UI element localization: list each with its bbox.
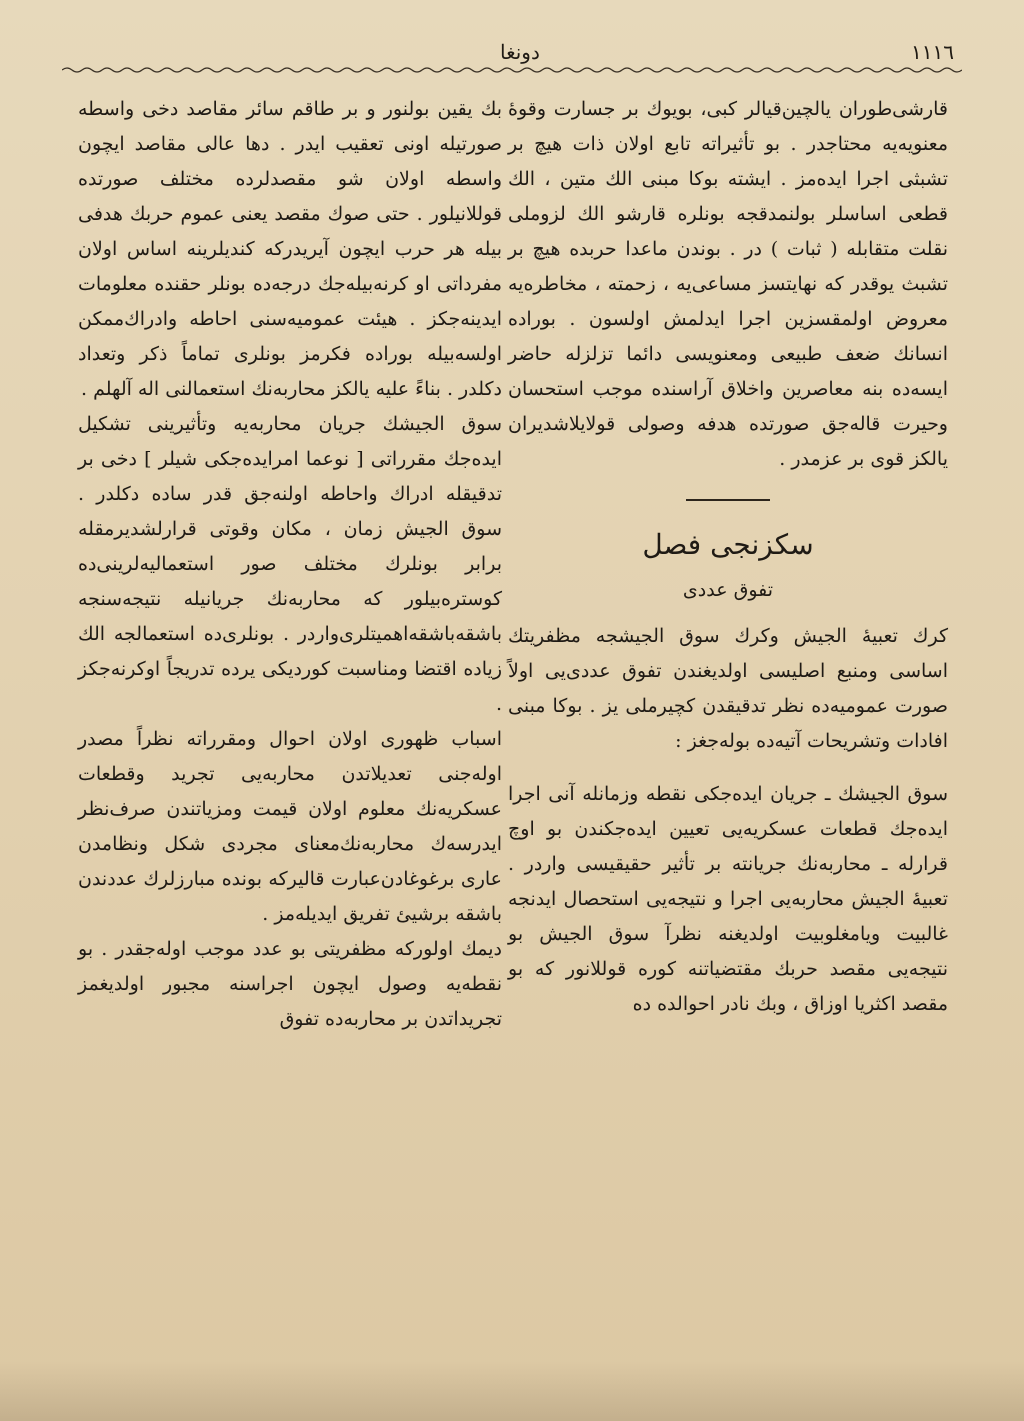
section-divider [686, 499, 770, 501]
page-header [70, 40, 954, 66]
right-paragraph-3: سوق الجیشك ـ جریان ایده‌جكی نقطه وزمانله آنی اجرا ایده‌جك قطعات عسكریه‌یی تعیین ایده‌جكندن بو اوچ قرارله ـ محاربه‌نك جریانته بر تأثیر حقیقیسی واردر . تعبیهٔ الجیش محاربه‌یی اجرا و نتیجه‌یی استحصال ایدنجه غالبیت ویامغلوبیت اولدیغنه نظرآ سوق الجیش بو نتیجه‌یی مقصد حربك مقتضیاتنه كوره قوللانور كه بو مقصد اكثریا اوزاق ، وبك نادر احوالده ده [508, 783, 948, 1015]
left-paragraph-3: اسباب ظهوری اولان احوال ومقرراته نظراً مصدر اوله‌جنی تعدیلاتدن محاربه‌یی تجرید وقطعات عسكریه‌نك معلوم اولان قیمت ومزیاتندن صرف‌نظر ایدرسه‌ك محاربه‌نك‌معنای مجردی شكل ونظامدن عاری برغوغادن‌عبارت قالیركه بونده مبارزلرك عددندن باشقه برشیئ تفریق ایدیله‌مز . [78, 728, 502, 925]
left-column [78, 92, 502, 1037]
left-paragraph-2: سوق الجیشك جریان محاربه‌یه وتأثیرینی تشكیل ایده‌جك مقرراتی [ نوعما امرایده‌جكی شیلر ] دخی بر تدقیقله ادراك واحاطه اولنه‌جق قدر ساده دكلدر . سوق الجیش زمان ، مكان وقوتی قرارلشدیرمقله برابر بونلرك مختلف صور استعمالیه‌لرینی‌ده كوستره‌بیلور كه محاربه‌نك جریانیله نتیجه‌سنجه باشقه‌باشقه‌اهمیتلری‌واردر . بونلری‌ده استعمالجه الك زیاده اقتضا ومناسبت كوردیكی یرده تدریجاً اوكرنه‌جكز . [78, 413, 502, 715]
page-number: ١١١٦ [911, 40, 954, 64]
wavy-rule-icon [62, 66, 962, 74]
chapter-title: سكزنجی فصل [642, 528, 814, 561]
right-column [508, 92, 948, 1022]
left-paragraph-4: دیمك اولوركه مظفریتی بو عدد موجب اوله‌جقدر . بو نقطه‌یه وصول ایچون اجراسنه مجبور اولدیغمز تجریداتدن بر محاربه‌ده تفوق [78, 938, 502, 1030]
running-title: دونغا [500, 40, 540, 64]
right-paragraph-1: قارشی‌طوران یالچین‌قیالر كبی، بویوك بر جسارت وقوهٔ معنویه‌یه محتاجدر . بو تأثیراته تابع اولان ذات هیچ بر تشبثی اجرا ایده‌مز . ایشته بوكا مبنی الك متین ، الك قطعی اساسلر بولنمدقجه بونلره قارشو الك لزوملی نقلت متقابله ( ثبات ) در . بوندن ماعدا حربده هیچ بر تشبث یوقدر كه نهایتسز مساعی‌یه ، زحمته ، مخاطره‌یه معروض اولمقسزین اجرا ایدلمش اولسون . بوراده انسانك ضعف طبیعی ومعنویسی دائما تزلزله حاضر ایسه‌ده بنه معاصرین واخلاق آراسنده موجب استحسان وحیرت قاله‌جق صورتده هدفه وصولی قولایلاشدیران یالكز قوی بر عزمدر . [508, 98, 948, 470]
left-paragraph-1: بك یقین بولنور و بر طاقم سائر مقاصد دخی واسطه صورتیله اونی تعقیب ایدر . دها عالی مقاصد ایچون واسطه اولان شو مقصدلرده مختلف صورتده قوللانیلور . حتی صوك مقصد یعنی عموم حربك هدفی بیله هر حرب ایچون آیریدركه كندیلرینه اساس اولان مفرداتی او كرنه‌بیله‌جك درجه‌ده بونلر حقنده معلومات ایدینه‌جكز . هیئت عمومیه‌سنی احاطه وادراك‌ممكن اولسه‌بیله بوراده فكرمز بونلری تماماً ذكر وتعداد دكلدر . بناءً علیه یالكز محاربه‌نك استعمالنی اله آلهلم . [78, 98, 502, 400]
right-paragraph-2: كرك تعبیهٔ الجیش وكرك سوق الجیشجه مظفریتك اساسی ومنبع اصلیسی اولدیغندن تفوق عددی‌یی اولاً صورت عمومیه‌ده نظر تدقیقدن كچیرملی یز . بوكا مبنی افادات وتشریحات آتیه‌ده بوله‌جغز : [508, 625, 948, 752]
chapter-subtitle: تفوق عددی [682, 579, 774, 601]
header-rule [62, 66, 962, 74]
